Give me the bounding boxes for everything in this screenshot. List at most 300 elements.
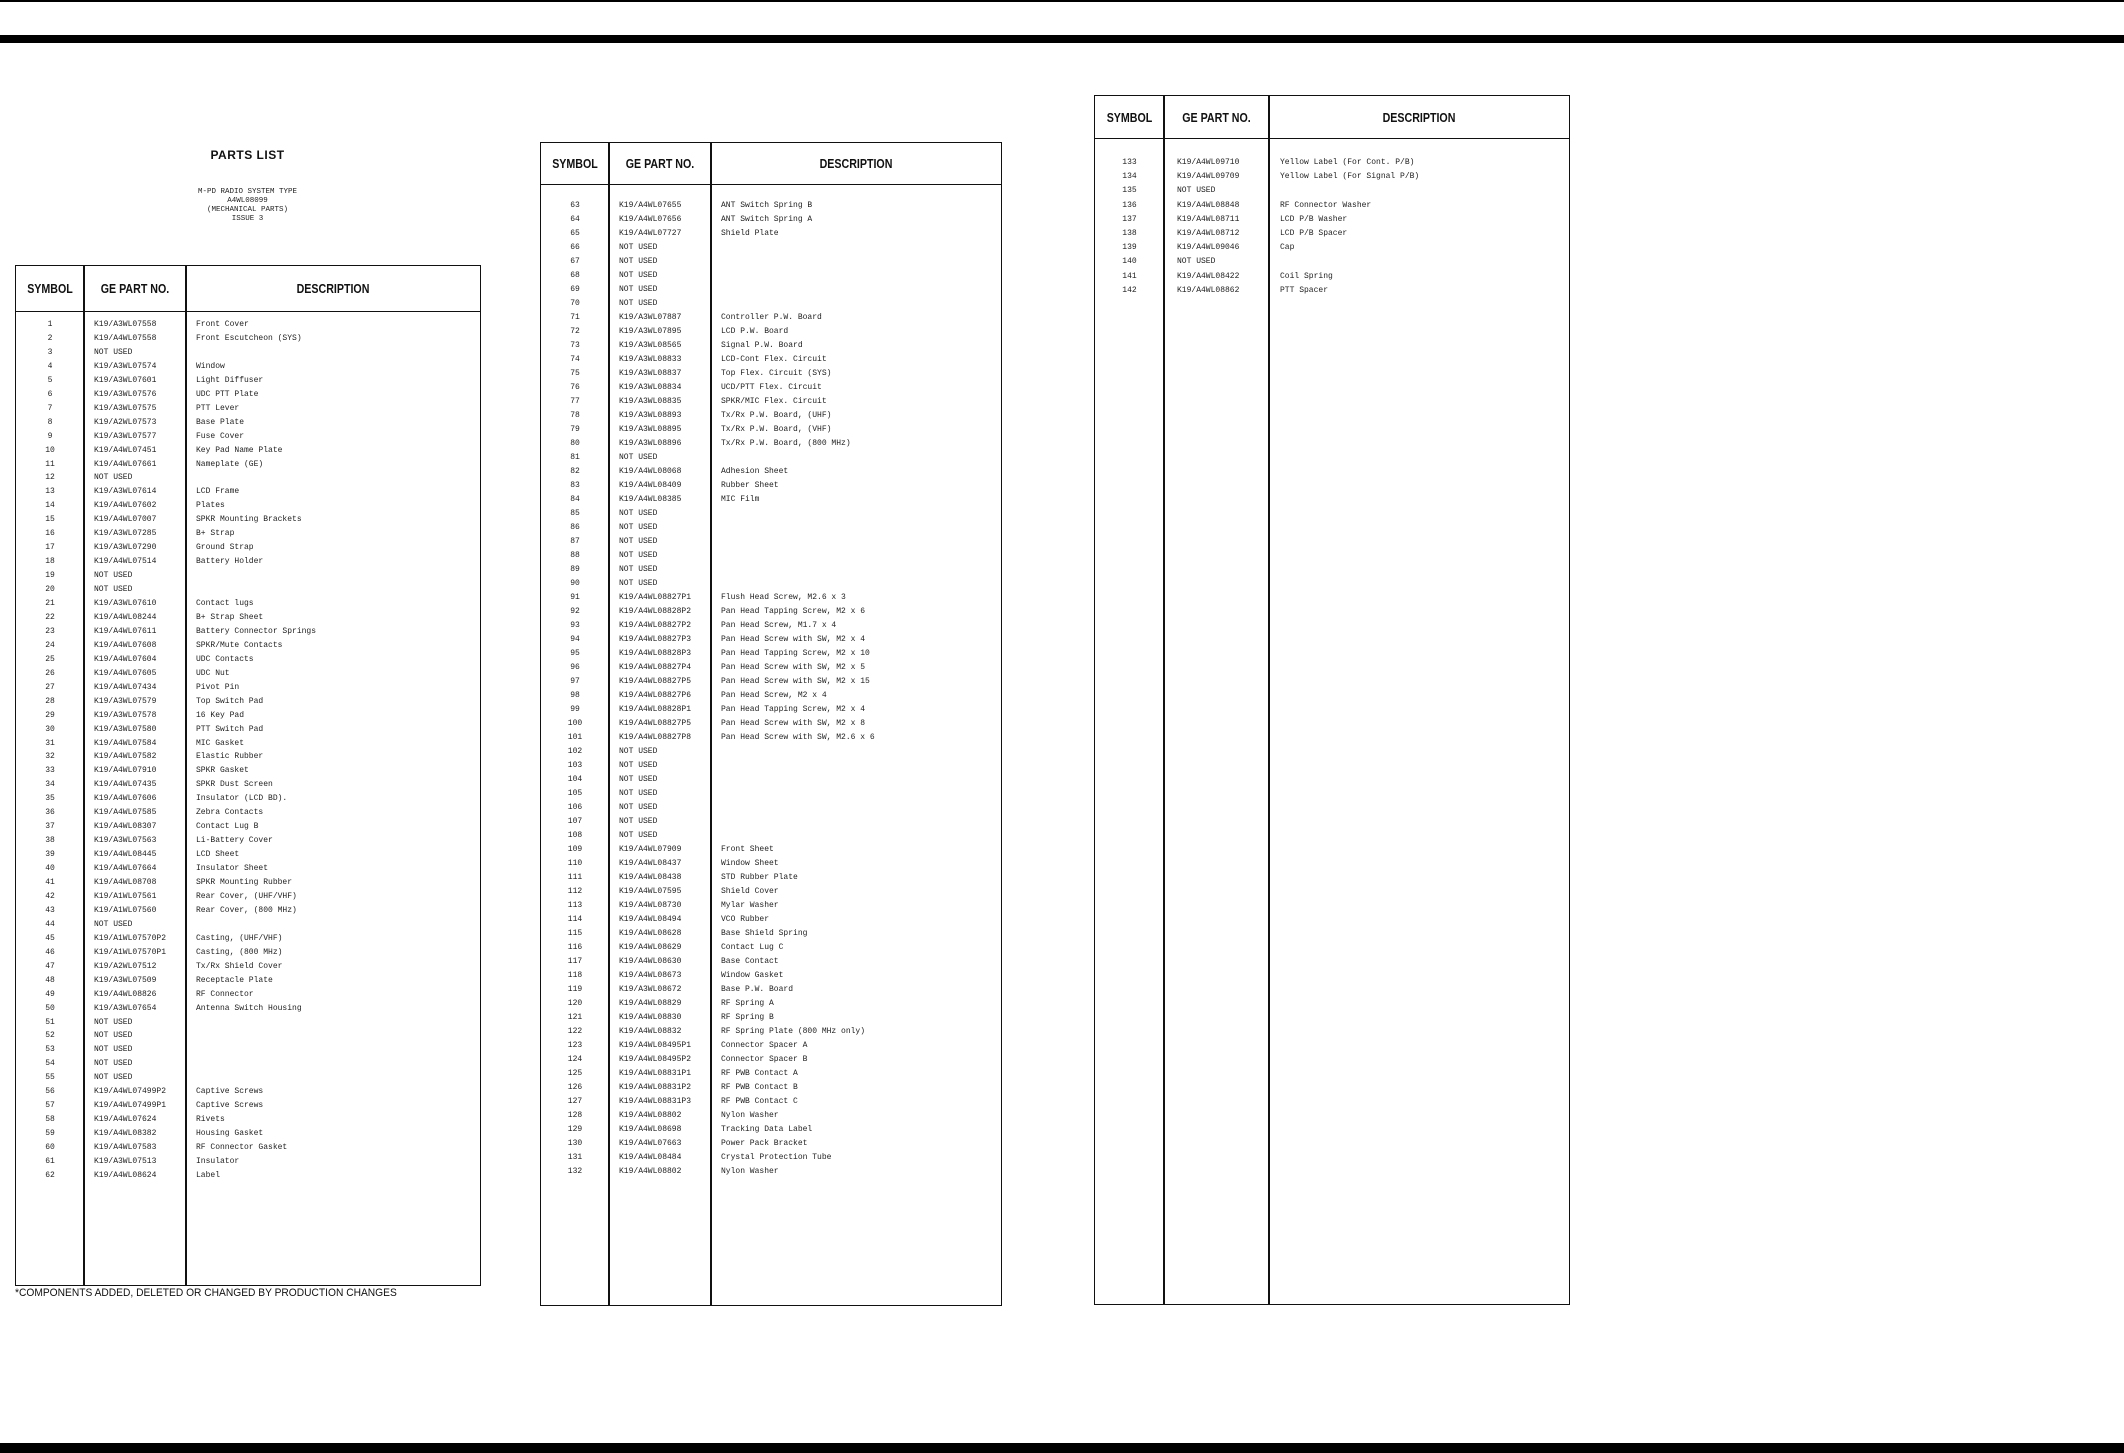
table-row bbox=[541, 339, 1001, 353]
part-number-cell: K19/A4WL07664 bbox=[94, 864, 157, 874]
description-cell: VCO Rubber bbox=[721, 915, 770, 924]
table-row bbox=[16, 988, 480, 1002]
symbol-cell: 31 bbox=[45, 738, 55, 748]
description-cell: Rivets bbox=[196, 1115, 225, 1125]
symbol-cell: 115 bbox=[567, 929, 583, 938]
table-row bbox=[16, 723, 480, 737]
table-row bbox=[16, 1071, 480, 1085]
table-row bbox=[541, 913, 1001, 927]
part-number-cell: K19/A4WL08698 bbox=[619, 1125, 682, 1134]
part-number-cell: NOT USED bbox=[619, 257, 658, 266]
part-number-cell: K19/A4WL08382 bbox=[94, 1129, 157, 1139]
parts-table-2 bbox=[540, 142, 1002, 1306]
part-number-cell: NOT USED bbox=[94, 1017, 133, 1027]
table-row bbox=[541, 717, 1001, 731]
symbol-cell: 85 bbox=[570, 509, 580, 518]
table-row bbox=[541, 297, 1001, 311]
table-row bbox=[16, 471, 480, 485]
table-row bbox=[16, 1002, 480, 1016]
symbol-cell: 30 bbox=[45, 724, 55, 734]
part-number-cell: K19/A3WL07563 bbox=[94, 836, 157, 846]
symbol-cell: 66 bbox=[570, 243, 580, 252]
part-number-cell: NOT USED bbox=[619, 299, 658, 308]
table-row bbox=[16, 625, 480, 639]
part-number-cell: K19/A4WL07434 bbox=[94, 682, 157, 692]
table-row bbox=[541, 773, 1001, 787]
description-cell: Captive Screws bbox=[196, 1087, 264, 1097]
symbol-cell: 56 bbox=[45, 1087, 55, 1097]
part-number-cell: K19/A4WL07910 bbox=[94, 766, 157, 776]
table-row bbox=[16, 737, 480, 751]
table-row bbox=[541, 367, 1001, 381]
part-number-cell: K19/A3WL08895 bbox=[619, 425, 682, 434]
symbol-cell: 34 bbox=[45, 780, 55, 790]
table-row bbox=[16, 639, 480, 653]
part-number-cell: K19/A3WL07509 bbox=[94, 975, 157, 985]
description-cell: Yellow Label (For Cont. P/B) bbox=[1280, 158, 1415, 167]
description-cell: RF PWB Contact B bbox=[721, 1083, 798, 1092]
part-number-cell: K19/A4WL07585 bbox=[94, 808, 157, 818]
part-number-cell: NOT USED bbox=[619, 551, 658, 560]
part-number-cell: NOT USED bbox=[94, 1073, 133, 1083]
symbol-cell: 111 bbox=[567, 873, 583, 882]
part-number-cell: K19/A4WL07007 bbox=[94, 515, 157, 525]
symbol-cell: 40 bbox=[45, 864, 55, 874]
table-row bbox=[541, 521, 1001, 535]
symbol-cell: 25 bbox=[45, 654, 55, 664]
table-row bbox=[541, 941, 1001, 955]
description-cell: Shield Plate bbox=[721, 229, 779, 238]
symbol-cell: 5 bbox=[47, 375, 53, 385]
description-cell: Front Escutcheon (SYS) bbox=[196, 333, 302, 343]
symbol-cell: 139 bbox=[1122, 243, 1137, 253]
table-row bbox=[541, 1039, 1001, 1053]
table-row bbox=[16, 862, 480, 876]
table-row bbox=[541, 311, 1001, 325]
table-row bbox=[541, 647, 1001, 661]
symbol-cell: 133 bbox=[1122, 158, 1137, 167]
description-cell: ANT Switch Spring B bbox=[721, 201, 813, 210]
table-row bbox=[16, 750, 480, 764]
symbol-cell: 61 bbox=[45, 1157, 55, 1166]
description-cell: ANT Switch Spring A bbox=[721, 215, 813, 224]
description-cell: Rubber Sheet bbox=[721, 481, 779, 490]
table-row bbox=[16, 555, 480, 569]
symbol-cell: 113 bbox=[567, 901, 583, 910]
description-cell: UDC Nut bbox=[196, 668, 230, 678]
part-number-cell: K19/A4WL08862 bbox=[1177, 285, 1240, 295]
description-cell: Contact lugs bbox=[196, 599, 254, 608]
part-number-cell: K19/A4WL07584 bbox=[94, 738, 157, 748]
parts-table-3 bbox=[1094, 95, 1570, 1305]
table-row bbox=[541, 213, 1001, 227]
symbol-cell: 130 bbox=[567, 1139, 583, 1148]
symbol-cell: 104 bbox=[567, 775, 583, 784]
part-number-cell: K19/A4WL07583 bbox=[94, 1143, 157, 1153]
symbol-cell: 135 bbox=[1122, 186, 1137, 196]
part-number-cell: K19/A4WL07451 bbox=[94, 445, 157, 455]
symbol-cell: 51 bbox=[45, 1017, 55, 1027]
table-row bbox=[16, 458, 480, 472]
description-cell: Contact Lug C bbox=[721, 943, 784, 952]
table-row bbox=[541, 1067, 1001, 1081]
table-row bbox=[1095, 213, 1569, 227]
part-number-cell: NOT USED bbox=[94, 473, 133, 483]
bottom-rule bbox=[0, 1443, 2124, 1453]
part-number-cell: K19/A4WL08484 bbox=[619, 1153, 682, 1162]
part-number-cell: K19/A4WL07606 bbox=[94, 794, 157, 804]
symbol-cell: 127 bbox=[567, 1097, 583, 1106]
symbol-cell: 81 bbox=[570, 453, 580, 462]
table-row bbox=[16, 597, 480, 611]
symbol-cell: 80 bbox=[570, 439, 580, 448]
part-number-cell: K19/A4WL08832 bbox=[619, 1027, 682, 1036]
table-row bbox=[541, 997, 1001, 1011]
part-number-cell: K19/A3WL07285 bbox=[94, 529, 157, 539]
part-number-cell: NOT USED bbox=[619, 565, 658, 574]
symbol-cell: 108 bbox=[567, 831, 583, 840]
description-cell: Top Flex. Circuit (SYS) bbox=[721, 369, 832, 378]
description-cell: Battery Holder bbox=[196, 557, 264, 567]
description-cell: Pan Head Tapping Screw, M2 x 4 bbox=[721, 705, 866, 714]
part-number-cell: K19/A4WL07909 bbox=[619, 845, 682, 854]
description-cell: Rear Cover, (UHF/VHF) bbox=[196, 891, 297, 901]
symbol-cell: 44 bbox=[45, 919, 55, 929]
table-row bbox=[16, 876, 480, 890]
table-row bbox=[541, 507, 1001, 521]
part-number-cell: K19/A2WL07512 bbox=[94, 961, 157, 971]
part-number-cell: K19/A4WL07582 bbox=[94, 752, 157, 762]
symbol-cell: 100 bbox=[567, 719, 583, 728]
symbol-cell: 138 bbox=[1122, 229, 1137, 238]
description-cell: Elastic Rubber bbox=[196, 752, 264, 762]
table-row bbox=[16, 499, 480, 513]
symbol-cell: 24 bbox=[45, 640, 55, 650]
description-cell: Light Diffuser bbox=[196, 375, 264, 385]
table-row bbox=[541, 1081, 1001, 1095]
description-cell: Zebra Contacts bbox=[196, 808, 264, 818]
symbol-cell: 71 bbox=[570, 313, 580, 322]
part-number-cell: NOT USED bbox=[619, 747, 658, 756]
description-cell: B+ Strap bbox=[196, 529, 235, 539]
table-row bbox=[541, 437, 1001, 451]
description-cell: Nameplate (GE) bbox=[196, 459, 264, 469]
part-number-cell: K19/A3WL08834 bbox=[619, 383, 682, 392]
description-cell: UDC Contacts bbox=[196, 654, 254, 664]
symbol-cell: 137 bbox=[1122, 214, 1137, 224]
symbol-cell: 72 bbox=[570, 327, 580, 336]
description-cell: Pan Head Screw with SW, M2.6 x 6 bbox=[721, 733, 875, 742]
table-row bbox=[16, 527, 480, 541]
header-description: DESCRIPTION bbox=[296, 281, 370, 296]
part-number-cell: NOT USED bbox=[619, 271, 658, 280]
symbol-cell: 53 bbox=[45, 1045, 55, 1055]
description-cell: Tx/Rx P.W. Board, (UHF) bbox=[721, 411, 832, 420]
table-row bbox=[16, 960, 480, 974]
description-cell: Cap bbox=[1280, 243, 1295, 253]
symbol-cell: 98 bbox=[570, 691, 580, 700]
table-row bbox=[16, 806, 480, 820]
description-cell: Pivot Pin bbox=[196, 682, 240, 692]
symbol-cell: 120 bbox=[567, 999, 583, 1008]
description-cell: Pan Head Screw with SW, M2 x 5 bbox=[721, 663, 866, 672]
part-number-cell: K19/A4WL08827P5 bbox=[619, 677, 692, 686]
part-number-cell: K19/A1WL07570P2 bbox=[94, 933, 167, 943]
table-row bbox=[541, 1123, 1001, 1137]
part-number-cell: K19/A3WL07575 bbox=[94, 403, 157, 413]
table-row bbox=[541, 619, 1001, 633]
part-number-cell: K19/A4WL07602 bbox=[94, 501, 157, 511]
symbol-cell: 94 bbox=[570, 635, 580, 644]
description-cell: Connector Spacer A bbox=[721, 1041, 808, 1050]
table-row bbox=[541, 255, 1001, 269]
part-number-cell: K19/A4WL08827P4 bbox=[619, 663, 692, 672]
symbol-cell: 74 bbox=[570, 355, 580, 364]
part-number-cell: K19/A4WL08827P3 bbox=[619, 635, 692, 644]
header-part-no: GE PART NO. bbox=[100, 281, 170, 296]
description-cell: SPKR Mounting Brackets bbox=[196, 515, 302, 525]
symbol-cell: 87 bbox=[570, 537, 580, 546]
description-cell: Top Switch Pad bbox=[196, 696, 264, 706]
description-cell: Contact Lug B bbox=[196, 822, 259, 832]
part-number-cell: NOT USED bbox=[94, 1031, 133, 1041]
table-row bbox=[541, 353, 1001, 367]
symbol-cell: 9 bbox=[47, 431, 53, 441]
symbol-cell: 23 bbox=[45, 626, 55, 636]
header-symbol: SYMBOL bbox=[552, 156, 598, 171]
table-row bbox=[1095, 270, 1569, 284]
table-row bbox=[541, 409, 1001, 423]
symbol-cell: 123 bbox=[567, 1041, 583, 1050]
part-number-cell: NOT USED bbox=[1177, 257, 1216, 267]
part-number-cell: K19/A4WL08830 bbox=[619, 1013, 682, 1022]
table-row bbox=[16, 1016, 480, 1030]
description-cell: RF PWB Contact C bbox=[721, 1097, 798, 1106]
table-header bbox=[541, 143, 1001, 185]
table-row bbox=[16, 1169, 480, 1183]
part-number-cell: K19/A4WL09046 bbox=[1177, 243, 1240, 253]
part-number-cell: K19/A4WL08629 bbox=[619, 943, 682, 952]
table-row bbox=[541, 675, 1001, 689]
table-row bbox=[16, 513, 480, 527]
symbol-cell: 21 bbox=[45, 599, 55, 608]
description-cell: Window Sheet bbox=[721, 859, 779, 868]
description-cell: Controller P.W. Board bbox=[721, 313, 822, 322]
description-cell: STD Rubber Plate bbox=[721, 873, 798, 882]
symbol-cell: 112 bbox=[567, 887, 583, 896]
header-symbol: SYMBOL bbox=[27, 281, 73, 296]
part-number-cell: K19/A3WL08565 bbox=[619, 341, 682, 350]
table-row bbox=[1095, 227, 1569, 241]
description-cell: Tx/Rx P.W. Board, (800 MHz) bbox=[721, 439, 851, 448]
description-cell: Tx/Rx P.W. Board, (VHF) bbox=[721, 425, 832, 434]
table-row bbox=[16, 653, 480, 667]
table-row bbox=[16, 416, 480, 430]
symbol-cell: 3 bbox=[47, 347, 53, 357]
table-row bbox=[16, 611, 480, 625]
table-row bbox=[541, 703, 1001, 717]
table-row bbox=[16, 1127, 480, 1141]
part-number-cell: K19/A4WL07604 bbox=[94, 654, 157, 664]
table-row bbox=[541, 731, 1001, 745]
symbol-cell: 6 bbox=[47, 389, 53, 399]
symbol-cell: 17 bbox=[45, 543, 55, 553]
description-cell: LCD P/B Washer bbox=[1280, 214, 1348, 224]
symbol-cell: 10 bbox=[45, 445, 55, 455]
part-number-cell: NOT USED bbox=[94, 919, 133, 929]
part-number-cell: NOT USED bbox=[619, 831, 658, 840]
part-number-cell: K19/A4WL08438 bbox=[619, 873, 682, 882]
symbol-cell: 75 bbox=[570, 369, 580, 378]
description-cell: Window bbox=[196, 361, 225, 371]
symbol-cell: 84 bbox=[570, 495, 580, 504]
table-row bbox=[16, 402, 480, 416]
symbol-cell: 2 bbox=[47, 333, 53, 343]
table-row bbox=[1095, 184, 1569, 198]
symbol-cell: 77 bbox=[570, 397, 580, 406]
part-number-cell: K19/A3WL07513 bbox=[94, 1157, 157, 1166]
symbol-cell: 48 bbox=[45, 975, 55, 985]
table-row bbox=[16, 709, 480, 723]
description-cell: Nylon Washer bbox=[721, 1111, 779, 1120]
symbol-cell: 79 bbox=[570, 425, 580, 434]
part-number-cell: K19/A4WL08711 bbox=[1177, 214, 1240, 224]
symbol-cell: 54 bbox=[45, 1059, 55, 1069]
table-row bbox=[541, 563, 1001, 577]
description-cell: LCD Sheet bbox=[196, 850, 240, 860]
description-cell: Plates bbox=[196, 501, 225, 511]
part-number-cell: NOT USED bbox=[94, 1045, 133, 1055]
part-number-cell: K19/A3WL08896 bbox=[619, 439, 682, 448]
part-number-cell: K19/A3WL07577 bbox=[94, 431, 157, 441]
part-number-cell: K19/A4WL08708 bbox=[94, 878, 157, 887]
table-row bbox=[16, 834, 480, 848]
table-row bbox=[1095, 241, 1569, 255]
symbol-cell: 28 bbox=[45, 696, 55, 706]
table-row bbox=[541, 927, 1001, 941]
table-row bbox=[16, 778, 480, 792]
symbol-cell: 22 bbox=[45, 612, 55, 622]
subtitle-line: A4WL08099 bbox=[227, 197, 268, 205]
description-cell: MIC Gasket bbox=[196, 738, 245, 748]
table-row bbox=[541, 1137, 1001, 1151]
part-number-cell: K19/A4WL07727 bbox=[619, 229, 682, 238]
table-row bbox=[541, 801, 1001, 815]
parts-list-title: PARTS LIST bbox=[210, 148, 285, 162]
symbol-cell: 114 bbox=[567, 915, 583, 924]
part-number-cell: K19/A4WL08673 bbox=[619, 971, 682, 980]
symbol-cell: 126 bbox=[567, 1083, 583, 1092]
description-cell: UCD/PTT Flex. Circuit bbox=[721, 383, 822, 392]
symbol-cell: 97 bbox=[570, 677, 580, 686]
symbol-cell: 47 bbox=[45, 961, 55, 971]
part-number-cell: K19/A4WL08068 bbox=[619, 467, 682, 476]
symbol-cell: 82 bbox=[570, 467, 580, 476]
part-number-cell: NOT USED bbox=[619, 537, 658, 546]
table-row bbox=[541, 325, 1001, 339]
part-number-cell: K19/A4WL08831P1 bbox=[619, 1069, 692, 1078]
table-row bbox=[541, 1109, 1001, 1123]
symbol-cell: 78 bbox=[570, 411, 580, 420]
table-row bbox=[541, 479, 1001, 493]
table-row bbox=[16, 918, 480, 932]
part-number-cell: NOT USED bbox=[1177, 186, 1216, 196]
table-row bbox=[16, 890, 480, 904]
description-cell: MIC Film bbox=[721, 495, 760, 504]
symbol-cell: 101 bbox=[567, 733, 583, 742]
production-changes-footnote: *COMPONENTS ADDED, DELETED OR CHANGED BY PRODUCTION CHANGES bbox=[15, 1287, 397, 1299]
table-row bbox=[1095, 170, 1569, 184]
part-number-cell: K19/A1WL07570P1 bbox=[94, 947, 167, 957]
symbol-cell: 13 bbox=[45, 487, 55, 497]
symbol-cell: 37 bbox=[45, 822, 55, 832]
symbol-cell: 88 bbox=[570, 551, 580, 560]
part-number-cell: K19/A4WL08624 bbox=[94, 1170, 157, 1180]
top-thin-rule bbox=[0, 0, 2124, 2]
symbol-cell: 32 bbox=[45, 752, 55, 762]
table-row bbox=[541, 871, 1001, 885]
table-row bbox=[541, 535, 1001, 549]
part-number-cell: K19/A4WL08244 bbox=[94, 612, 157, 622]
description-cell: RF Connector Gasket bbox=[196, 1143, 288, 1153]
description-cell: Pan Head Screw, M1.7 x 4 bbox=[721, 621, 837, 630]
symbol-cell: 89 bbox=[570, 565, 580, 574]
part-number-cell: K19/A4WL08831P3 bbox=[619, 1097, 692, 1106]
symbol-cell: 60 bbox=[45, 1143, 55, 1153]
table-row bbox=[541, 983, 1001, 997]
symbol-cell: 67 bbox=[570, 257, 580, 266]
symbol-cell: 136 bbox=[1122, 200, 1137, 210]
description-cell: Base Shield Spring bbox=[721, 929, 808, 938]
part-number-cell: K19/A4WL07611 bbox=[94, 626, 157, 636]
description-cell: Insulator Sheet bbox=[196, 864, 269, 874]
table-row bbox=[541, 227, 1001, 241]
table-row bbox=[16, 332, 480, 346]
part-number-cell: K19/A4WL07608 bbox=[94, 640, 157, 650]
part-number-cell: K19/A4WL07499P1 bbox=[94, 1101, 167, 1111]
table-row bbox=[541, 689, 1001, 703]
header-part-no: GE PART NO. bbox=[625, 156, 695, 171]
table-row bbox=[541, 395, 1001, 409]
description-cell: Li-Battery Cover bbox=[196, 836, 273, 846]
table-row bbox=[16, 904, 480, 918]
table-row bbox=[16, 388, 480, 402]
symbol-cell: 46 bbox=[45, 947, 55, 957]
description-cell: Signal P.W. Board bbox=[721, 341, 803, 350]
header-part-no: GE PART NO. bbox=[1182, 109, 1251, 125]
table-row bbox=[16, 1043, 480, 1057]
table-row bbox=[16, 374, 480, 388]
part-number-cell: K19/A4WL07624 bbox=[94, 1115, 157, 1125]
symbol-cell: 118 bbox=[567, 971, 583, 980]
description-cell: Adhesion Sheet bbox=[721, 467, 789, 476]
description-cell: Front Cover bbox=[196, 320, 249, 329]
part-number-cell: K19/A4WL08445 bbox=[94, 850, 157, 860]
header-symbol: SYMBOL bbox=[1106, 109, 1153, 125]
symbol-cell: 105 bbox=[567, 789, 583, 798]
part-number-cell: K19/A3WL08893 bbox=[619, 411, 682, 420]
table-row bbox=[541, 465, 1001, 479]
part-number-cell: K19/A4WL07605 bbox=[94, 668, 157, 678]
part-number-cell: K19/A4WL09710 bbox=[1177, 158, 1240, 167]
table-row bbox=[541, 1025, 1001, 1039]
part-number-cell: K19/A3WL07887 bbox=[619, 313, 682, 322]
part-number-cell: K19/A4WL07499P2 bbox=[94, 1087, 167, 1097]
part-number-cell: NOT USED bbox=[619, 761, 658, 770]
symbol-cell: 55 bbox=[45, 1073, 55, 1083]
table-row bbox=[16, 667, 480, 681]
symbol-cell: 124 bbox=[567, 1055, 583, 1064]
